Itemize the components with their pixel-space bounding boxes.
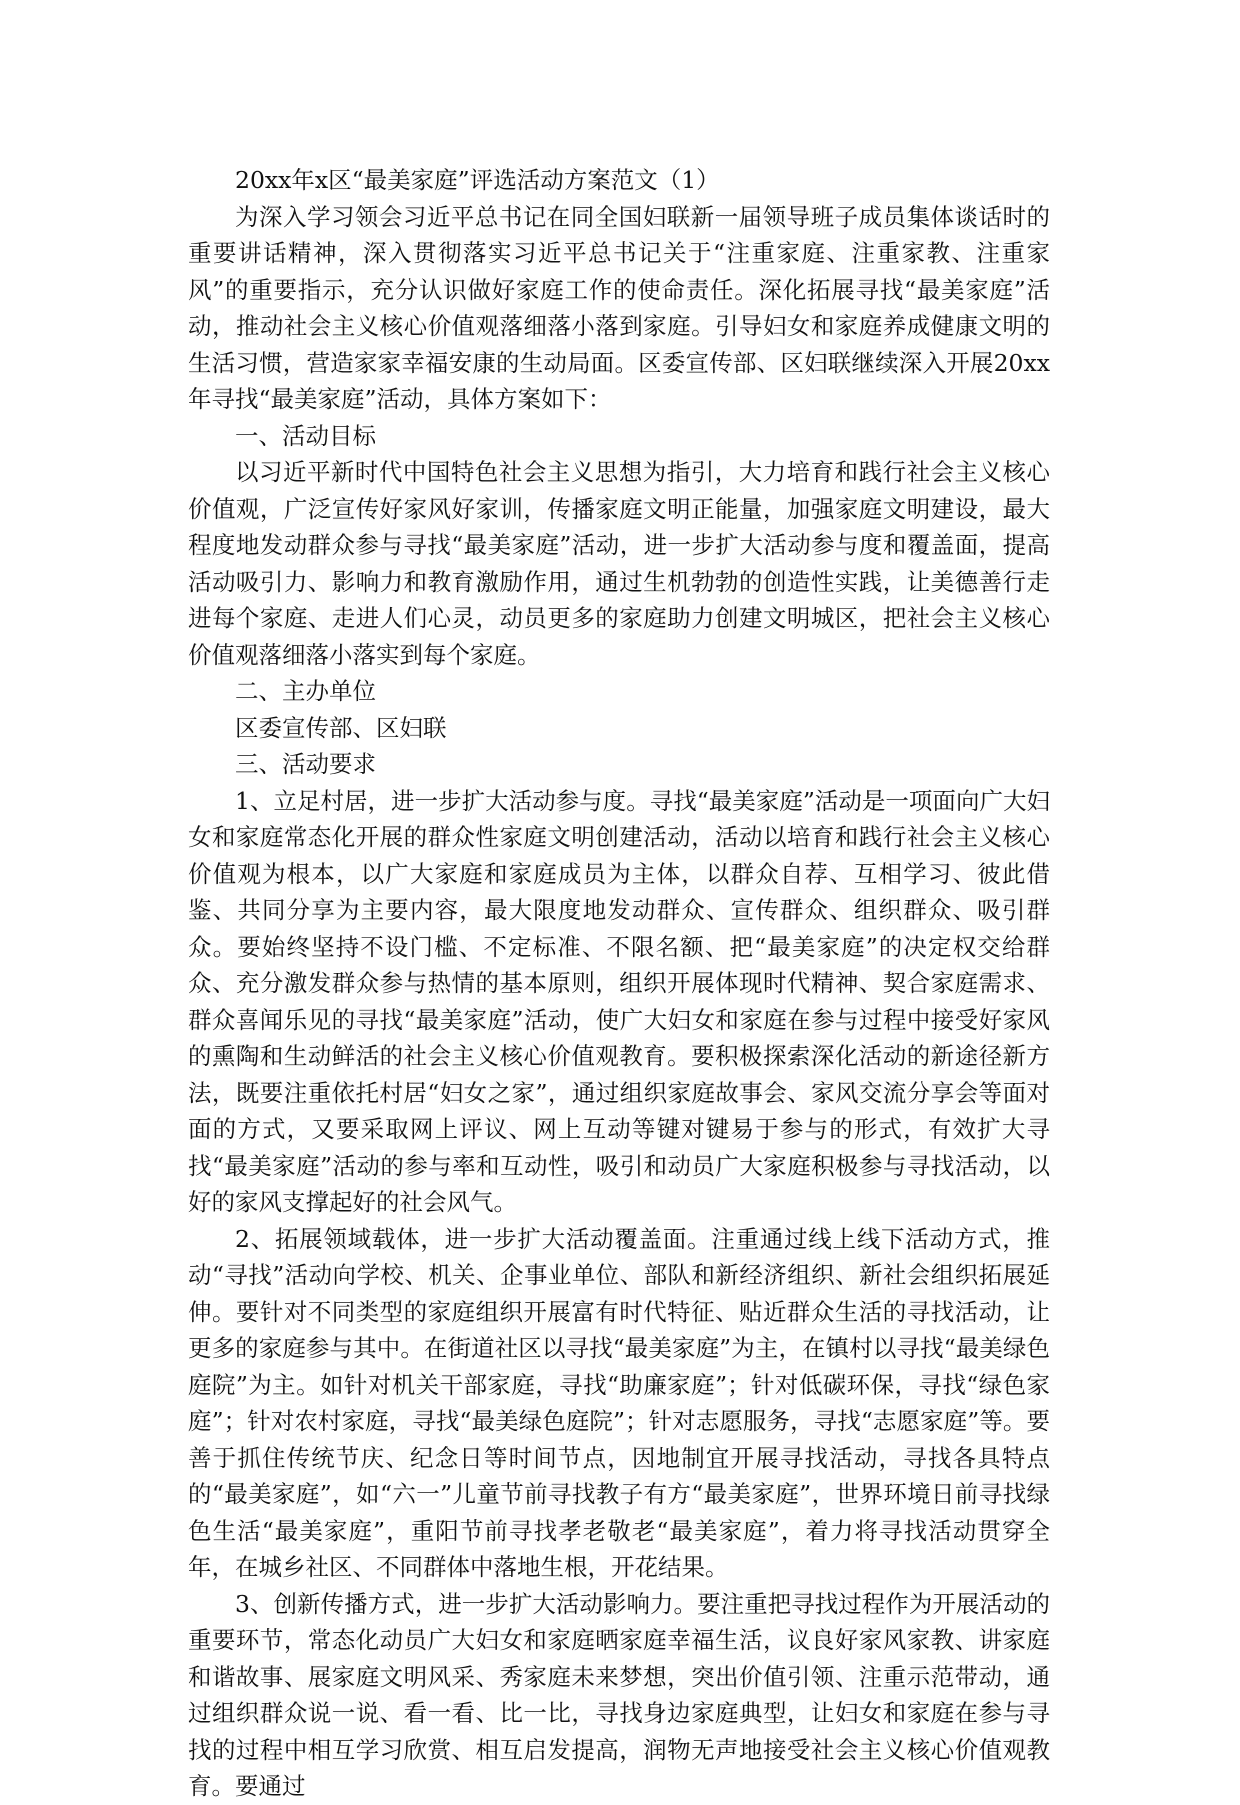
section-heading-organizer: 二、主办单位	[235, 677, 376, 705]
paragraph-requirement-3: 3、创新传播方式，进一步扩大活动影响力。要注重把寻找过程作为开展活动的重要环节，常态化动员广大妇女和家庭晒家庭幸福生活，议良好家风家教、讲家庭和谐故事、展家庭文明风采、秀家庭未来梦想，突出价值引领、注重示范带动，通过组织群众说一说、看一看、比一比，寻找身边家庭典型，让妇女和家庭在参与寻找的过程中相互学习欣赏、相互启发提高，润物无声地接受社会主义核心价值观教育。要通过	[188, 1589, 1050, 1800]
paragraph-intro: 为深入学习领会习近平总书记在同全国妇联新一届领导班子成员集体谈话时的重要讲话精神，深入贯彻落实习近平总书记关于“注重家庭、注重家教、注重家风”的重要指示，充分认识做好家庭工作的使命责任。深化拓展寻找“最美家庭”活动，推动社会主义核心价值观落细落小落到家庭。引导妇女和家庭养成健康文明的生活习惯，营造家家幸福安康的生动局面。区委宣传部、区妇联继续深入开展20xx年寻找“最美家庭”活动，具体方案如下：	[188, 202, 1050, 413]
paragraph-requirement-1: 1、立足村居，进一步扩大活动参与度。寻找“最美家庭”活动是一项面向广大妇女和家庭常态化开展的群众性家庭文明创建活动，活动以培育和践行社会主义核心价值观为根本，以广大家庭和家庭成员为主体，以群众自荐、互相学习、彼此借鉴、共同分享为主要内容，最大限度地发动群众、宣传群众、组织群众、吸引群众。要始终坚持不设门槛、不定标准、不限名额、把“最美家庭”的决定权交给群众、充分激发群众参与热情的基本原则，组织开展体现时代精神、契合家庭需求、群众喜闻乐见的寻找“最美家庭”活动，使广大妇女和家庭在参与过程中接受好家风的熏陶和生动鲜活的社会主义核心价值观教育。要积极探索深化活动的新途径新方法，既要注重依托村居“妇女之家”，通过组织家庭故事会、家风交流分享会等面对面的方式，又要采取网上评议、网上互动等键对键易于参与的形式，有效扩大寻找“最美家庭”活动的参与率和互动性，吸引和动员广大家庭积极参与寻找活动，以好的家风支撑起好的社会风气。	[188, 786, 1050, 1216]
paragraph-goals: 以习近平新时代中国特色社会主义思想为指引，大力培育和践行社会主义核心价值观，广泛宣传好家风好家训，传播家庭文明正能量，加强家庭文明建设，最大程度地发动群众参与寻找“最美家庭”活动，进一步扩大活动参与度和覆盖面，提高活动吸引力、影响力和教育激励作用，通过生机勃勃的创造性实践，让美德善行走进每个家庭、走进人们心灵，动员更多的家庭助力创建文明城区，把社会主义核心价值观落细落小落实到每个家庭。	[188, 458, 1050, 669]
section-heading-goals: 一、活动目标	[235, 421, 376, 450]
paragraph-organizer: 区委宣传部、区妇联	[235, 713, 447, 742]
section-heading-requirements: 三、活动要求	[235, 750, 376, 778]
paragraph-requirement-2: 2、拓展领域载体，进一步扩大活动覆盖面。注重通过线上线下活动方式，推动“寻找”活动向学校、机关、企事业单位、部队和新经济组织、新社会组织拓展延伸。要针对不同类型的家庭组织开展富有时代特征、贴近群众生活的寻找活动，让更多的家庭参与其中。在街道社区以寻找“最美家庭”为主，在镇村以寻找“最美绿色庭院”为主。如针对机关干部家庭，寻找“助廉家庭”；针对低碳环保，寻找“绿色家庭”；针对农村家庭，寻找“最美绿色庭院”；针对志愿服务，寻找“志愿家庭”等。要善于抓住传统节庆、纪念日等时间节点，因地制宜开展寻找活动，寻找各具特点的“最美家庭”，如“六一”儿童节前寻找教子有方“最美家庭”，世界环境日前寻找绿色生活“最美家庭”，重阳节前寻找孝老敬老“最美家庭”，着力将寻找活动贯穿全年，在城乡社区、不同群体中落地生根，开花结果。	[188, 1224, 1050, 1581]
document-body	[188, 162, 1050, 1805]
document-title: 20xx年x区“最美家庭”评选活动方案范文（1）	[235, 166, 720, 194]
